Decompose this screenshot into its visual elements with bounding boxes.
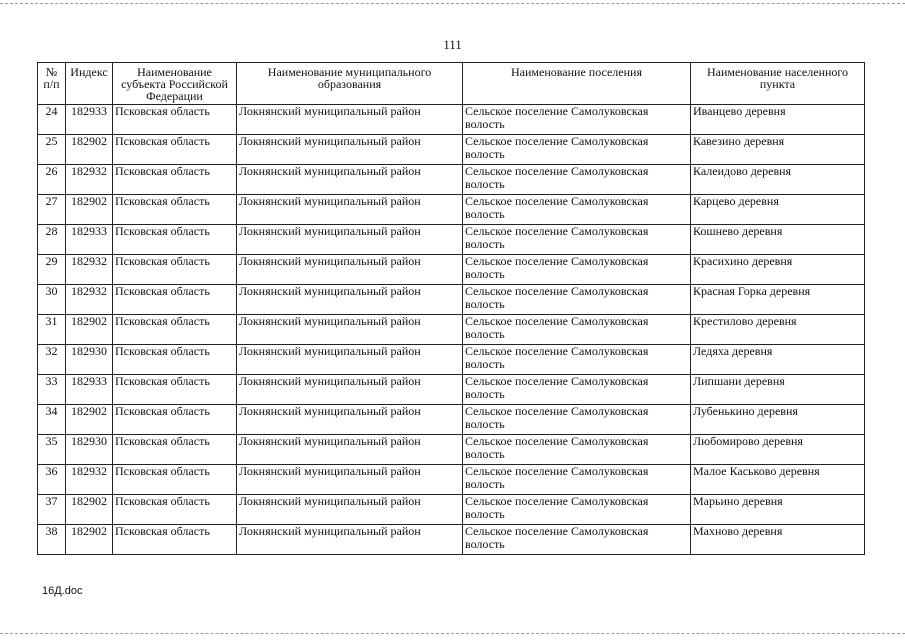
cell-subject: Псковская область	[113, 315, 237, 345]
cell-settlement: Сельское поселение Самолуковская волость	[463, 195, 691, 225]
cell-municipality: Локнянский муниципальный район	[237, 405, 463, 435]
cell-municipality: Локнянский муниципальный район	[237, 345, 463, 375]
cell-num: 38	[38, 525, 66, 555]
table-row	[38, 285, 865, 315]
cell-index: 182933	[66, 225, 113, 255]
cell-subject: Псковская область	[113, 195, 237, 225]
cell-subject: Псковская область	[113, 165, 237, 195]
table-header-row	[38, 63, 865, 105]
table-row	[38, 135, 865, 165]
cell-settlement: Сельское поселение Самолуковская волость	[463, 105, 691, 135]
cell-index: 182932	[66, 165, 113, 195]
cell-municipality: Локнянский муниципальный район	[237, 315, 463, 345]
cell-locality: Любомирово деревня	[691, 435, 865, 465]
cell-subject: Псковская область	[113, 465, 237, 495]
cell-num: 32	[38, 345, 66, 375]
cell-subject: Псковская область	[113, 405, 237, 435]
cell-settlement: Сельское поселение Самолуковская волость	[463, 345, 691, 375]
scan-edge-bottom	[0, 633, 905, 634]
table-row	[38, 165, 865, 195]
cell-settlement: Сельское поселение Самолуковская волость	[463, 315, 691, 345]
cell-settlement: Сельское поселение Самолуковская волость	[463, 165, 691, 195]
cell-index: 182930	[66, 345, 113, 375]
cell-index: 182902	[66, 405, 113, 435]
header-municipality: Наименование муниципального образования	[237, 63, 463, 105]
cell-num: 25	[38, 135, 66, 165]
cell-num: 30	[38, 285, 66, 315]
table-row	[38, 405, 865, 435]
table-row	[38, 495, 865, 525]
cell-municipality: Локнянский муниципальный район	[237, 135, 463, 165]
cell-locality: Иванцево деревня	[691, 105, 865, 135]
cell-num: 24	[38, 105, 66, 135]
table-row	[38, 525, 865, 555]
cell-index: 182933	[66, 375, 113, 405]
cell-settlement: Сельское поселение Самолуковская волость	[463, 285, 691, 315]
cell-municipality: Локнянский муниципальный район	[237, 225, 463, 255]
cell-locality: Крестилово деревня	[691, 315, 865, 345]
cell-locality: Махново деревня	[691, 525, 865, 555]
cell-subject: Псковская область	[113, 255, 237, 285]
cell-locality: Красная Горка деревня	[691, 285, 865, 315]
cell-index: 182902	[66, 525, 113, 555]
cell-index: 182932	[66, 255, 113, 285]
cell-settlement: Сельское поселение Самолуковская волость	[463, 465, 691, 495]
cell-index: 182902	[66, 495, 113, 525]
table-row	[38, 465, 865, 495]
cell-num: 26	[38, 165, 66, 195]
header-locality: Наименование населенного пункта	[691, 63, 865, 105]
table-row	[38, 375, 865, 405]
cell-index: 182902	[66, 135, 113, 165]
cell-municipality: Локнянский муниципальный район	[237, 105, 463, 135]
localities-table	[37, 62, 865, 555]
cell-municipality: Локнянский муниципальный район	[237, 495, 463, 525]
header-subject: Наименование субъекта Российской Федерации	[113, 63, 237, 105]
cell-locality: Марьино деревня	[691, 495, 865, 525]
cell-subject: Псковская область	[113, 285, 237, 315]
cell-municipality: Локнянский муниципальный район	[237, 195, 463, 225]
header-num: № п/п	[38, 63, 66, 105]
cell-subject: Псковская область	[113, 105, 237, 135]
cell-index: 182933	[66, 105, 113, 135]
table-row	[38, 255, 865, 285]
cell-locality: Липшани деревня	[691, 375, 865, 405]
cell-municipality: Локнянский муниципальный район	[237, 255, 463, 285]
cell-locality: Карцево деревня	[691, 195, 865, 225]
cell-settlement: Сельское поселение Самолуковская волость	[463, 525, 691, 555]
cell-locality: Лубенькино деревня	[691, 405, 865, 435]
cell-locality: Ледяха деревня	[691, 345, 865, 375]
cell-locality: Кошнево деревня	[691, 225, 865, 255]
cell-subject: Псковская область	[113, 345, 237, 375]
cell-municipality: Локнянский муниципальный район	[237, 285, 463, 315]
cell-settlement: Сельское поселение Самолуковская волость	[463, 375, 691, 405]
cell-locality: Красихино деревня	[691, 255, 865, 285]
cell-settlement: Сельское поселение Самолуковская волость	[463, 405, 691, 435]
document-filename: 16Д.doc	[42, 585, 83, 597]
cell-num: 27	[38, 195, 66, 225]
cell-municipality: Локнянский муниципальный район	[237, 375, 463, 405]
cell-index: 182930	[66, 435, 113, 465]
cell-municipality: Локнянский муниципальный район	[237, 165, 463, 195]
cell-num: 33	[38, 375, 66, 405]
scan-edge-top	[0, 3, 905, 4]
cell-locality: Калеидово деревня	[691, 165, 865, 195]
cell-index: 182932	[66, 285, 113, 315]
cell-num: 36	[38, 465, 66, 495]
cell-num: 31	[38, 315, 66, 345]
cell-num: 35	[38, 435, 66, 465]
cell-index: 182902	[66, 195, 113, 225]
cell-num: 34	[38, 405, 66, 435]
cell-subject: Псковская область	[113, 435, 237, 465]
page-number: 111	[443, 37, 462, 52]
cell-index: 182902	[66, 315, 113, 345]
cell-index: 182932	[66, 465, 113, 495]
cell-settlement: Сельское поселение Самолуковская волость	[463, 225, 691, 255]
cell-subject: Псковская область	[113, 225, 237, 255]
table-row	[38, 195, 865, 225]
cell-num: 28	[38, 225, 66, 255]
table-row	[38, 225, 865, 255]
header-index: Индекс	[66, 63, 113, 105]
header-settlement: Наименование поселения	[463, 63, 691, 105]
table-row	[38, 105, 865, 135]
cell-municipality: Локнянский муниципальный район	[237, 525, 463, 555]
cell-settlement: Сельское поселение Самолуковская волость	[463, 495, 691, 525]
cell-subject: Псковская область	[113, 375, 237, 405]
cell-settlement: Сельское поселение Самолуковская волость	[463, 135, 691, 165]
cell-municipality: Локнянский муниципальный район	[237, 465, 463, 495]
cell-settlement: Сельское поселение Самолуковская волость	[463, 435, 691, 465]
cell-settlement: Сельское поселение Самолуковская волость	[463, 255, 691, 285]
cell-municipality: Локнянский муниципальный район	[237, 435, 463, 465]
cell-num: 37	[38, 495, 66, 525]
cell-locality: Малое Каськово деревня	[691, 465, 865, 495]
cell-num: 29	[38, 255, 66, 285]
table-row	[38, 345, 865, 375]
table-row	[38, 435, 865, 465]
cell-subject: Псковская область	[113, 495, 237, 525]
cell-locality: Кавезино деревня	[691, 135, 865, 165]
cell-subject: Псковская область	[113, 135, 237, 165]
table-row	[38, 315, 865, 345]
cell-subject: Псковская область	[113, 525, 237, 555]
